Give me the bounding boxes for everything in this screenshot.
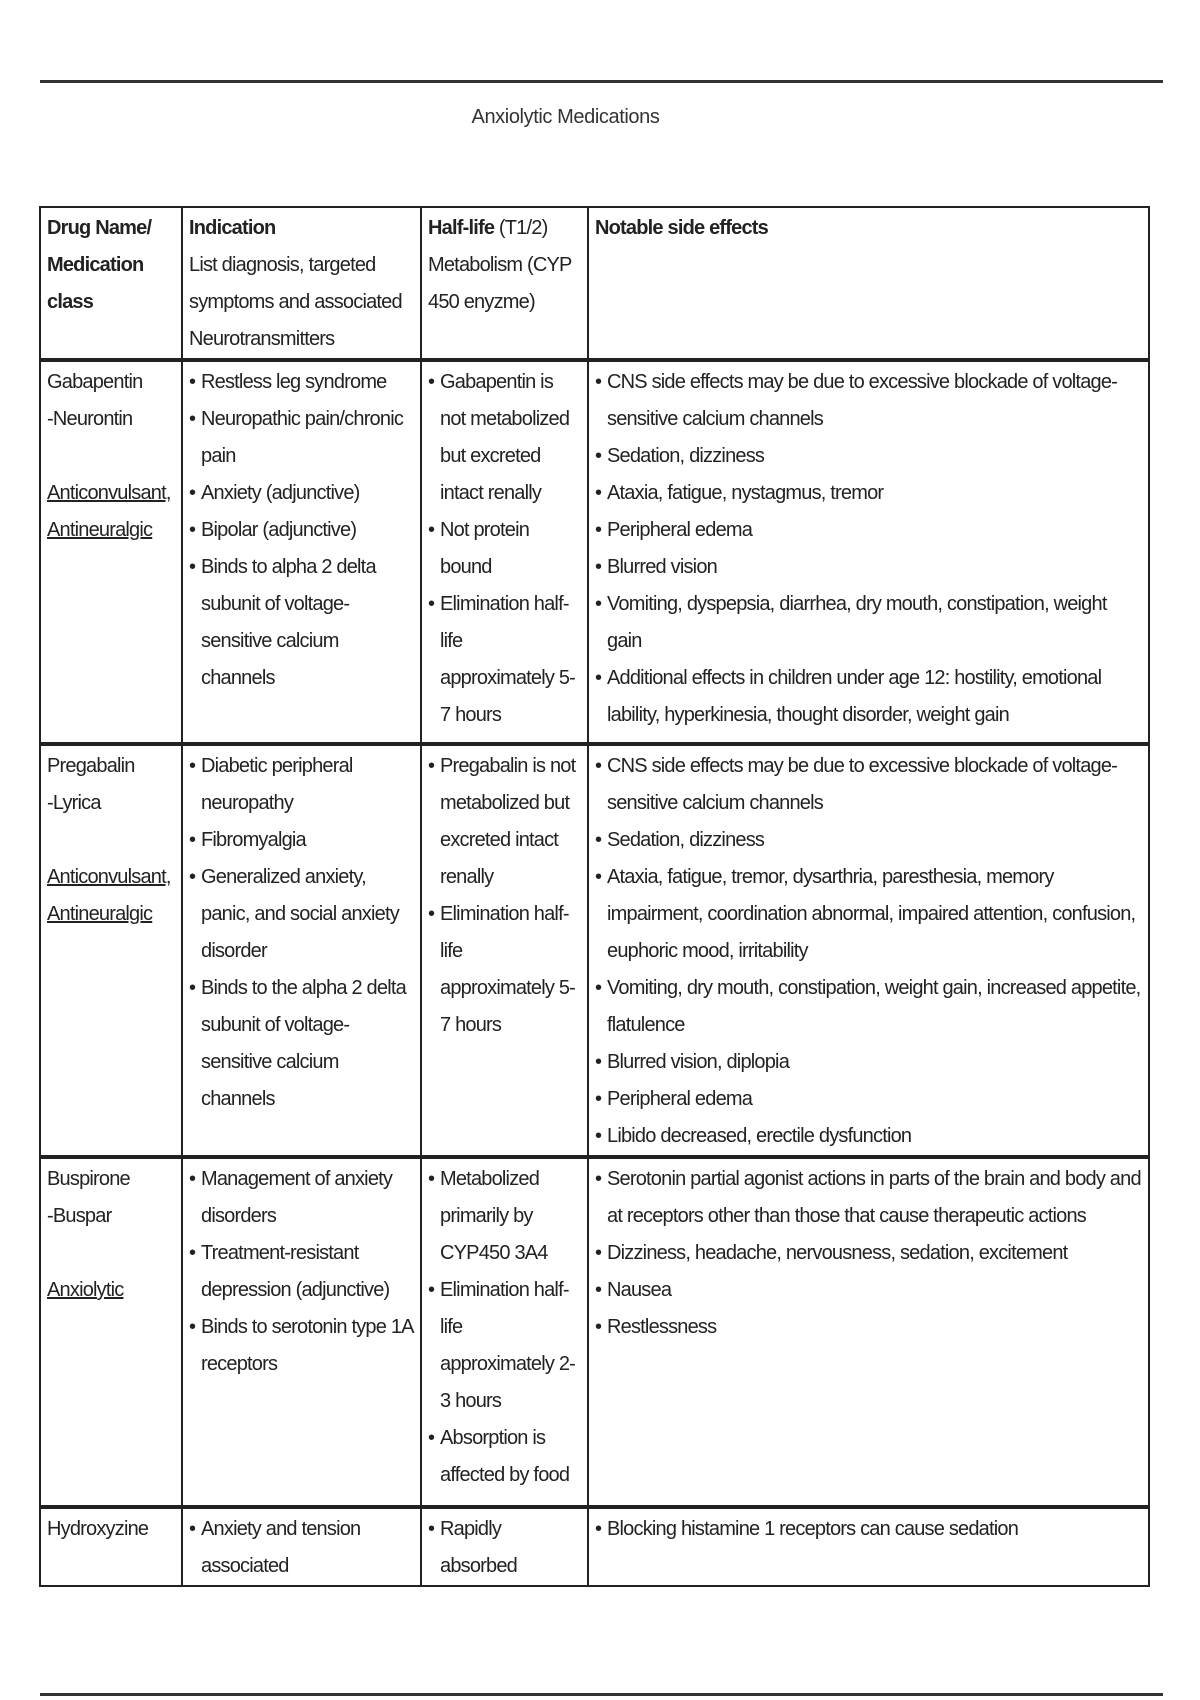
half-life-cell <box>421 1157 588 1507</box>
list-item: • Binds to alpha 2 delta subunit of voltage-sensitive calcium channels <box>189 549 414 697</box>
list-item: • Neuropathic pain/chronic pain <box>189 401 414 475</box>
top-rule <box>40 80 1163 83</box>
list-item: • Restlessness <box>595 1309 1142 1346</box>
list-item: • Sedation, dizziness <box>595 438 1142 475</box>
drug-brand: -Lyrica <box>47 792 101 814</box>
drug-cell <box>40 360 182 744</box>
indication-cell <box>182 1507 421 1586</box>
list-item: • CNS side effects may be due to excessive blockade of voltage-sensitive calcium channels <box>595 364 1142 438</box>
header-side-effects: Notable side effects <box>588 207 1149 360</box>
list-item: • Elimination half-life approximately 2-3 hours <box>428 1272 581 1420</box>
list-item: • Metabolized primarily by CYP450 3A4 <box>428 1161 581 1272</box>
drug-cell <box>40 1507 182 1586</box>
drug-class: Anticonvulsant, <box>47 866 171 888</box>
table-row <box>40 744 1149 1157</box>
list-item: • Generalized anxiety, panic, and social anxiety disorder <box>189 859 414 970</box>
list-item: • CNS side effects may be due to excessive blockade of voltage-sensitive calcium channels <box>595 748 1142 822</box>
half-life-cell <box>421 1507 588 1586</box>
list-item: • Diabetic peripheral neuropathy <box>189 748 414 822</box>
side-effects-cell <box>588 1157 1149 1507</box>
drug-name: Pregabalin <box>47 755 135 777</box>
header-half-life: Half-life (T1/2) Metabolism (CYP 450 enyzme) <box>421 207 588 360</box>
header-drug-name: Drug Name/ Medication class <box>40 207 182 360</box>
list-item: • Peripheral edema <box>595 512 1142 549</box>
drug-brand: -Buspar <box>47 1205 112 1227</box>
list-item: • Management of anxiety disorders <box>189 1161 414 1235</box>
list-item: • Vomiting, dyspepsia, diarrhea, dry mouth, constipation, weight gain <box>595 586 1142 660</box>
list-item: • Anxiety and tension associated <box>189 1511 414 1585</box>
list-item: • Additional effects in children under age 12: hostility, emotional lability, hyperkinesia, thought disorder, weight gain <box>595 660 1142 734</box>
list-item: • Fibromyalgia <box>189 822 414 859</box>
indication-cell <box>182 360 421 744</box>
list-item: • Sedation, dizziness <box>595 822 1142 859</box>
side-effects-cell <box>588 744 1149 1157</box>
list-item: • Treatment-resistant depression (adjunctive) <box>189 1235 414 1309</box>
list-item: • Not protein bound <box>428 512 581 586</box>
table-row <box>40 360 1149 744</box>
list-item: • Dizziness, headache, nervousness, sedation, excitement <box>595 1235 1142 1272</box>
table-row <box>40 1157 1149 1507</box>
table-header-row <box>40 207 1149 360</box>
half-life-cell <box>421 744 588 1157</box>
indication-cell <box>182 744 421 1157</box>
drug-class: Anxiolytic <box>47 1279 124 1301</box>
side-effects-cell <box>588 1507 1149 1586</box>
indication-cell <box>182 1157 421 1507</box>
list-item: • Gabapentin is not metabolized but excreted intact renally <box>428 364 581 512</box>
list-item: • Nausea <box>595 1272 1142 1309</box>
bottom-rule <box>40 1693 1163 1696</box>
drug-class: Antineuralgic <box>47 903 153 925</box>
list-item: • Peripheral edema <box>595 1081 1142 1118</box>
medications-table <box>39 206 1150 1587</box>
drug-class: Anticonvulsant, <box>47 482 171 504</box>
list-item: • Rapidly absorbed <box>428 1511 581 1585</box>
drug-name: Gabapentin <box>47 371 143 393</box>
list-item: • Ataxia, fatigue, tremor, dysarthria, paresthesia, memory impairment, coordination abnormal, impaired attention, confusion, euphoric mood, irritability <box>595 859 1142 970</box>
drug-cell <box>40 1157 182 1507</box>
list-item: • Pregabalin is not metabolized but excreted intact renally <box>428 748 581 896</box>
drug-name: Hydroxyzine <box>47 1518 149 1540</box>
list-item: • Restless leg syndrome <box>189 364 414 401</box>
drug-class: Antineuralgic <box>47 519 153 541</box>
list-item: • Anxiety (adjunctive) <box>189 475 414 512</box>
list-item: • Binds to the alpha 2 delta subunit of voltage-sensitive calcium channels <box>189 970 414 1118</box>
drug-cell <box>40 744 182 1157</box>
list-item: • Bipolar (adjunctive) <box>189 512 414 549</box>
list-item: • Blurred vision <box>595 549 1142 586</box>
list-item: • Ataxia, fatigue, nystagmus, tremor <box>595 475 1142 512</box>
list-item: • Serotonin partial agonist actions in parts of the brain and body and at receptors other than those that cause therapeutic actions <box>595 1161 1142 1235</box>
drug-brand: -Neurontin <box>47 408 133 430</box>
table-row <box>40 1507 1149 1586</box>
drug-name: Buspirone <box>47 1168 130 1190</box>
side-effects-cell <box>588 360 1149 744</box>
list-item: • Elimination half-life approximately 5-7 hours <box>428 586 581 734</box>
list-item: • Elimination half-life approximately 5-7 hours <box>428 896 581 1044</box>
list-item: • Binds to serotonin type 1A receptors <box>189 1309 414 1383</box>
half-life-cell <box>421 360 588 744</box>
list-item: • Libido decreased, erectile dysfunction <box>595 1118 1142 1155</box>
list-item: • Blocking histamine 1 receptors can cause sedation <box>595 1511 1142 1548</box>
list-item: • Blurred vision, diplopia <box>595 1044 1142 1081</box>
list-item: • Vomiting, dry mouth, constipation, weight gain, increased appetite, flatulence <box>595 970 1142 1044</box>
header-indication: Indication List diagnosis, targeted symptoms and associated Neurotransmitters <box>182 207 421 360</box>
document-title: Anxiolytic Medications <box>471 106 660 128</box>
list-item: • Absorption is affected by food <box>428 1420 581 1494</box>
